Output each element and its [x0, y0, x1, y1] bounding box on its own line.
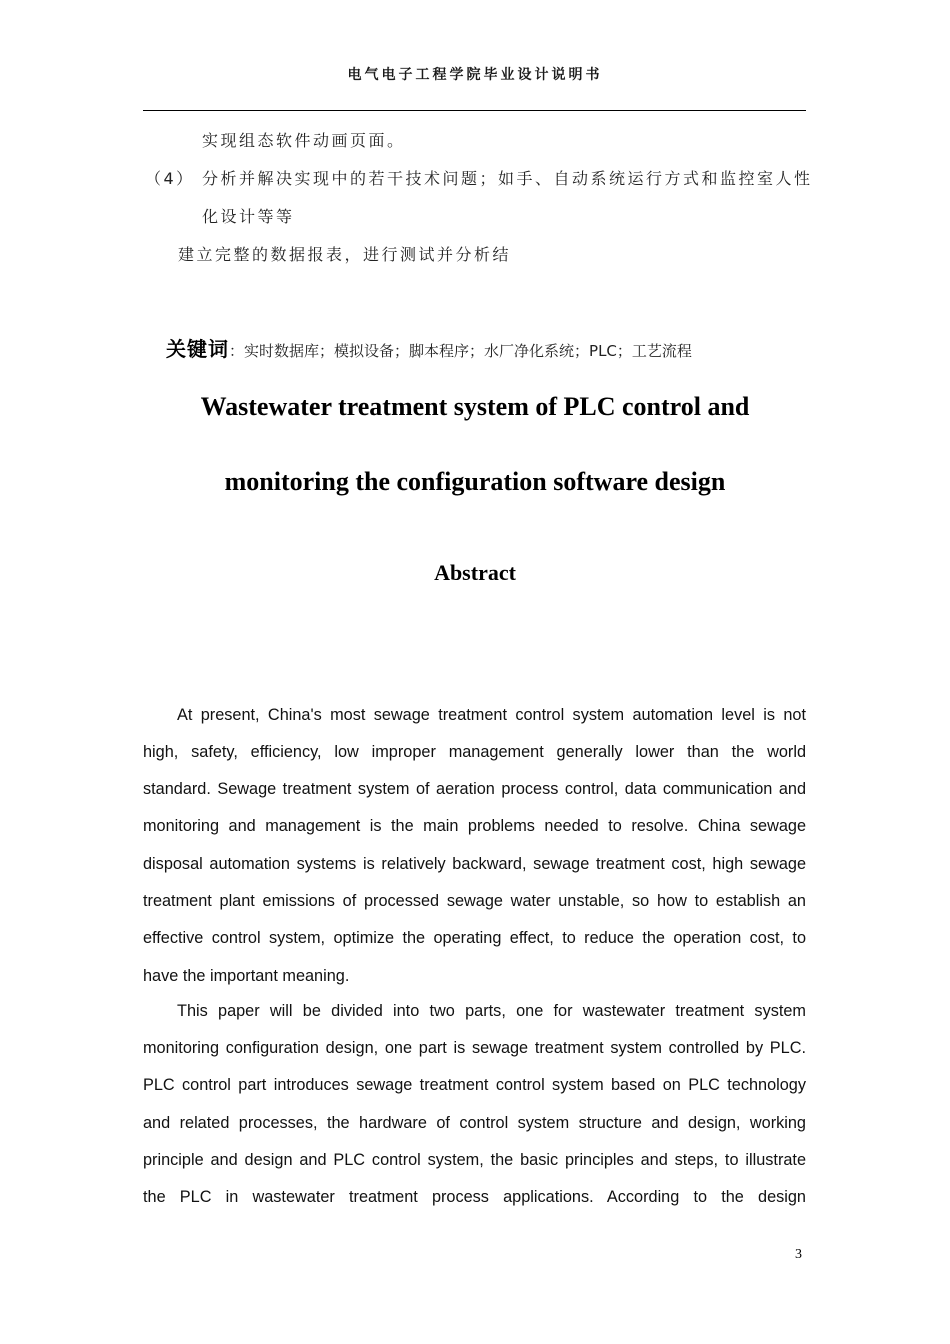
abstract-p2-line: and related processes, the hardware of control system structure and design, working: [143, 1114, 806, 1132]
keywords-separator: ：: [229, 342, 245, 360]
abstract-p2-line: principle and design and PLC control system, the basic principles and steps, to illustrate: [143, 1151, 806, 1169]
abstract-p2-line: PLC control part introduces sewage treatment control system based on PLC technology: [143, 1076, 806, 1094]
abstract-p2-line: monitoring configuration design, one part is sewage treatment system controlled by PLC.: [143, 1039, 806, 1057]
abstract-p1-line: monitoring and management is the main problems needed to resolve. China sewage: [143, 817, 806, 835]
list-item-number-4: （4）: [145, 169, 195, 188]
abstract-p1-line: have the important meaning.: [143, 967, 350, 985]
abstract-p1-line: disposal automation systems is relatively backward, sewage treatment cost, high sewage: [143, 855, 806, 873]
abstract-p2-line: the PLC in wastewater treatment process applications. According to the design: [143, 1188, 806, 1206]
abstract-p1-line: treatment plant emissions of processed sewage water unstable, so how to establish an: [143, 892, 806, 910]
english-title-line-1: Wastewater treatment system of PLC control and: [200, 392, 750, 421]
abstract-p2-line: This paper will be divided into two parts, one for wastewater treatment system: [177, 1002, 806, 1020]
abstract-p1-line: effective control system, optimize the operating effect, to reduce the operation cost, to: [143, 929, 806, 947]
page-number: 3: [795, 1247, 802, 1262]
header-divider: [143, 110, 806, 111]
abstract-p1-line: At present, China's most sewage treatment control system automation level is not: [177, 706, 806, 724]
abstract-p1-line: high, safety, efficiency, low improper management generally lower than the world: [143, 743, 806, 761]
keywords-text: 实时数据库；模拟设备；脚本程序；水厂净化系统；PLC；工艺流程: [244, 342, 692, 360]
list-item-4-line-1: 分析并解决实现中的若干技术问题；如手、自动系统运行方式和监控室人性: [202, 169, 813, 188]
abstract-p1-line: standard. Sewage treatment system of aeration process control, data communication and: [143, 780, 806, 798]
page-header-title: 电气电子工程学院毕业设计说明书: [347, 67, 603, 83]
keywords-line: [166, 333, 692, 362]
cn-line-data-report: 建立完整的数据报表，进行测试并分析结: [178, 245, 512, 264]
cn-line-animation-page: 实现组态软件动画页面。: [202, 131, 406, 150]
keywords-label: 关键词: [166, 337, 229, 361]
list-item-4-line-2: 化设计等等: [202, 207, 295, 226]
abstract-heading: Abstract: [434, 560, 516, 585]
english-title-line-2: monitoring the configuration software design: [224, 467, 726, 496]
